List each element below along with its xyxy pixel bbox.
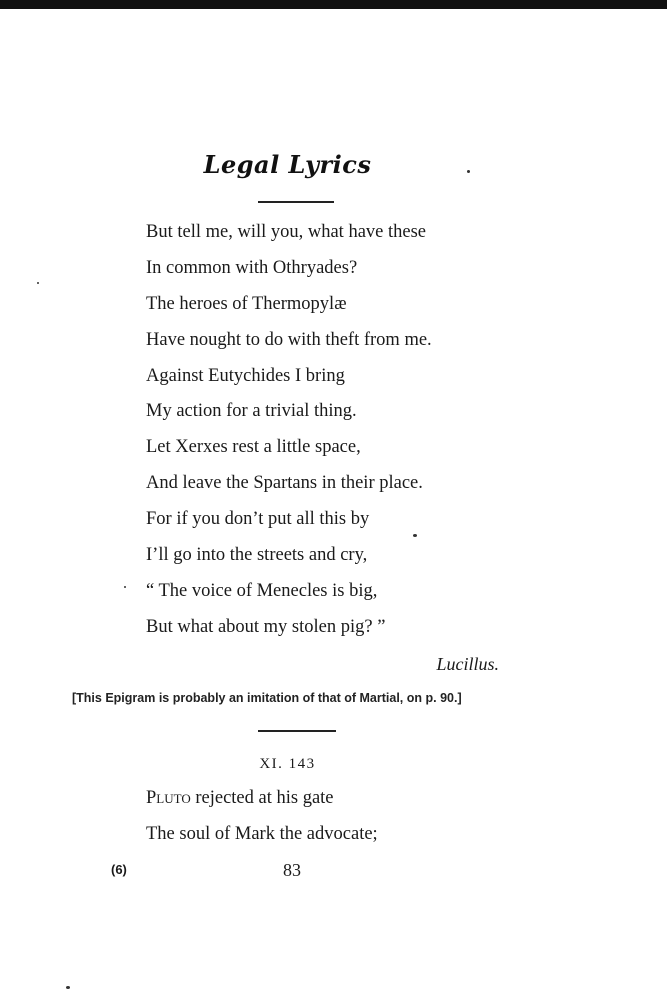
- ink-speck: [66, 986, 70, 989]
- poem-line: In common with Othryades?: [146, 257, 358, 278]
- poem-name-smallcaps: Pluto: [146, 788, 191, 808]
- poem-line: Let Xerxes rest a little space,: [146, 437, 361, 458]
- ink-speck: [467, 170, 470, 173]
- poem-line: I’ll go into the streets and cry,: [146, 545, 368, 566]
- poem-line: My action for a trivial thing.: [146, 401, 357, 422]
- poem-line-text: rejected at his gate: [190, 788, 334, 808]
- page-number: 83: [283, 860, 301, 880]
- attribution: Lucillus.: [436, 654, 499, 674]
- poem-line: Have nought to do with theft from me.: [146, 329, 432, 350]
- signature-mark: (6): [111, 862, 127, 877]
- poem: [146, 218, 432, 649]
- poem-line: Against Eutychides I bring: [146, 365, 345, 386]
- title-rule: [258, 201, 334, 203]
- page-top-edge: [0, 0, 667, 9]
- ink-speck: [413, 534, 417, 537]
- section-rule: [258, 730, 336, 732]
- poem-line: But tell me, will you, what have these: [146, 222, 427, 242]
- poem-line: But what about my stolen pig? ”: [146, 616, 386, 637]
- poem-line: The soul of Mark the advocate;: [146, 823, 378, 844]
- ink-speck: [37, 282, 39, 284]
- ink-speck: [124, 586, 126, 588]
- poem-line: The heroes of Thermopylæ: [146, 293, 347, 314]
- editorial-note: [This Epigram is probably an imitation of that of Martial, on p. 90.]: [72, 691, 462, 705]
- poem-line: [146, 784, 378, 820]
- next-poem: [146, 784, 378, 856]
- poem-line: “ The voice of Menecles is big,: [146, 580, 378, 601]
- poem-line: For if you don’t put all this by: [146, 509, 370, 530]
- epigram-number: XI. 143: [259, 756, 316, 772]
- poem-line: And leave the Spartans in their place.: [146, 473, 423, 494]
- running-head: Legal Lyrics: [203, 150, 372, 179]
